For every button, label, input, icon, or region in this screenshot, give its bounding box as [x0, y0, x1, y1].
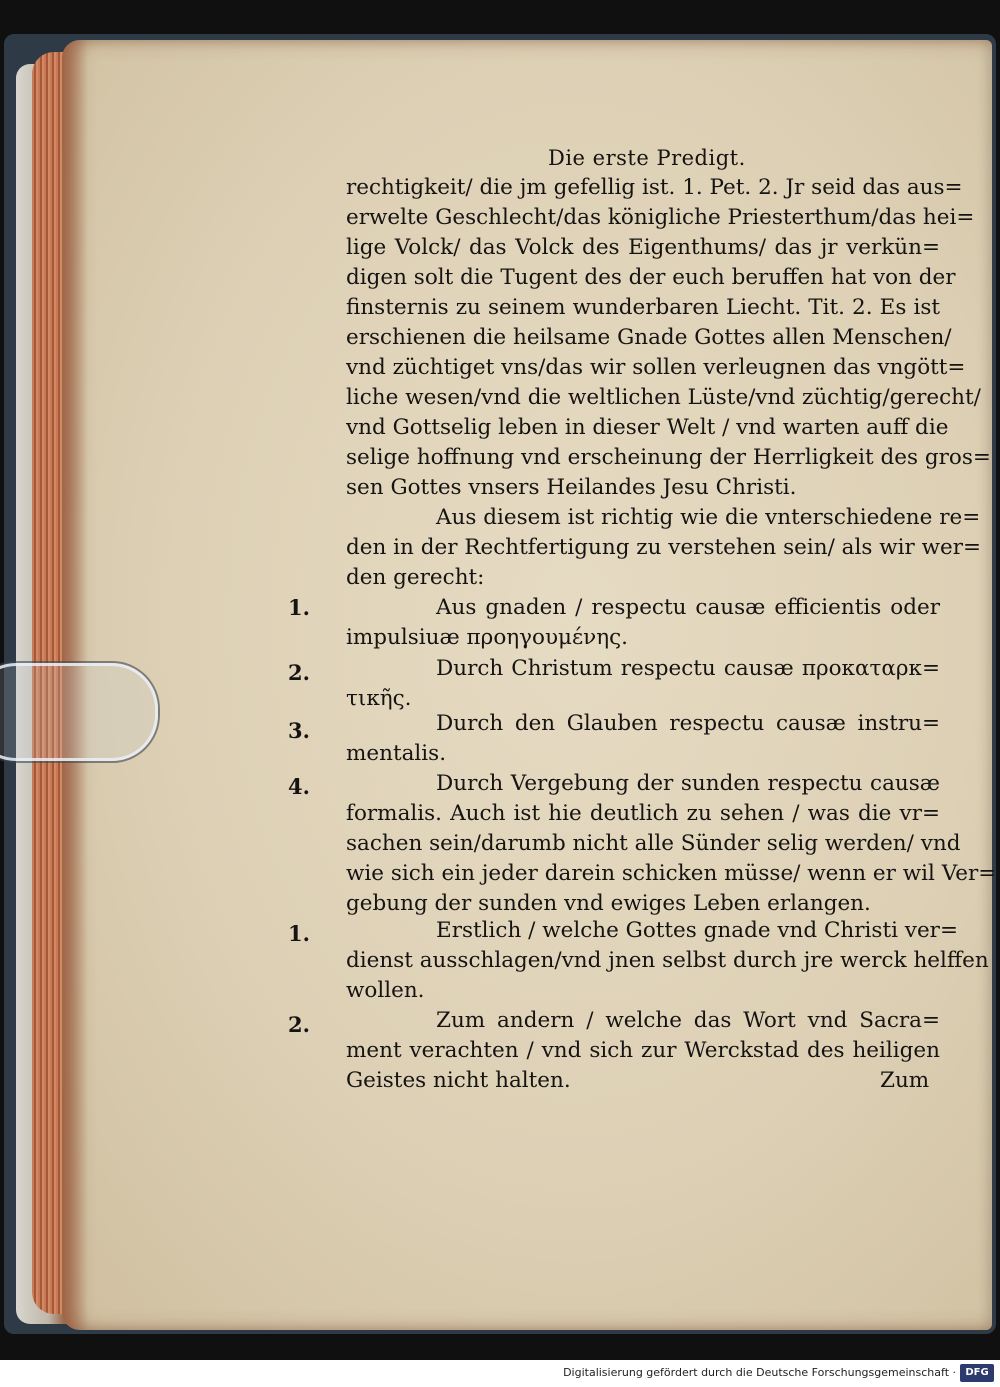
dfg-logo: DFG: [960, 1364, 994, 1382]
text-line: τικῆς.: [346, 686, 412, 711]
text-line: vnd Gottselig leben in dieser Welt / vnd warten auff die: [346, 415, 949, 440]
footer-bar: [0, 1360, 1000, 1387]
margin-number: 1.: [288, 921, 310, 946]
text-line: wollen.: [346, 978, 425, 1003]
text-line: ment verachten / vnd sich zur Werckstad des heiligen: [346, 1038, 940, 1063]
text-line: rechtigkeit/ die jm gefellig ist. 1. Pet. 2. Jr seid das aus=: [346, 175, 963, 200]
margin-number: 1.: [288, 595, 310, 620]
text-line: vnd züchtiget vns/das wir sollen verleugnen das vngött=: [346, 355, 966, 380]
text-line: Erstlich / welche Gottes gnade vnd Christi ver=: [436, 918, 958, 943]
text-line: sen Gottes vnsers Heilandes Jesu Christi.: [346, 475, 797, 500]
catchword: Zum: [880, 1068, 930, 1093]
text-line: Aus gnaden / respectu causæ efficientis oder: [436, 595, 940, 620]
text-line: dienst ausschlagen/vnd jnen selbst durch jre werck helffen: [346, 948, 989, 973]
text-line: gebung der sunden vnd ewiges Leben erlangen.: [346, 891, 871, 916]
text-line: formalis. Auch ist hie deutlich zu sehen / was die vr=: [346, 801, 940, 826]
funding-credit: Digitalisierung gefördert durch die Deutsche Forschungsgemeinschaft ·: [563, 1366, 956, 1379]
text-line: selige hoffnung vnd erscheinung der Herrligkeit des gros=: [346, 445, 991, 470]
text-line: Durch den Glauben respectu causæ instru=: [436, 711, 940, 736]
margin-number: 4.: [288, 774, 310, 799]
text-line: Zum andern / welche das Wort vnd Sacra=: [436, 1008, 940, 1033]
margin-number: 3.: [288, 718, 310, 743]
text-line: Geistes nicht halten.: [346, 1068, 571, 1093]
text-line: Durch Christum respectu causæ προκαταρκ=: [436, 656, 940, 681]
text-line: digen solt die Tugent des der euch beruffen hat von der: [346, 265, 956, 290]
text-line: sachen sein/darumb nicht alle Sünder selig werden/ vnd: [346, 831, 961, 856]
text-line: liche wesen/vnd die weltlichen Lüste/vnd züchtig/gerecht/: [346, 385, 981, 410]
text-line: impulsiuæ προηγουμένης.: [346, 625, 628, 650]
text-line: den in der Rechtfertigung zu verstehen sein/ als wir wer=: [346, 535, 982, 560]
running-head: Die erste Predigt.: [548, 146, 746, 170]
text-line: Aus diesem ist richtig wie die vnterschiedene re=: [436, 505, 981, 530]
text-line: Durch Vergebung der sunden respectu causæ: [436, 771, 940, 796]
text-line: den gerecht:: [346, 565, 485, 590]
margin-number: 2.: [288, 660, 310, 685]
text-line: lige Volck/ das Volck des Eigenthums/ das jr verkün=: [346, 235, 940, 260]
text-line: finsternis zu seinem wunderbaren Liecht. Tit. 2. Es ist: [346, 295, 940, 320]
text-line: erschienen die heilsame Gnade Gottes allen Menschen/: [346, 325, 952, 350]
margin-number: 2.: [288, 1012, 310, 1037]
text-line: wie sich ein jeder darein schicken müsse/ wenn er wil Ver=: [346, 861, 997, 886]
text-line: erwelte Geschlecht/das königliche Priesterthum/das hei=: [346, 205, 975, 230]
text-line: mentalis.: [346, 741, 447, 766]
